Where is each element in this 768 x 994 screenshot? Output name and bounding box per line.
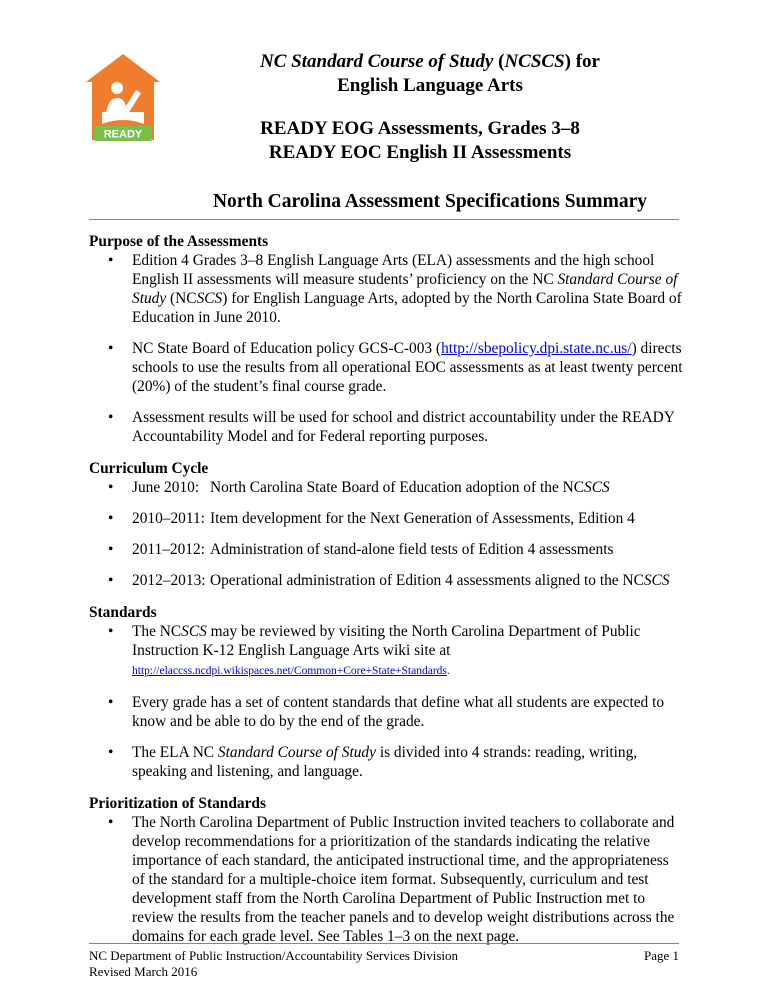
list-item: • 2011–2012: Administration of stand-alone field tests of Edition 4 assessments [89, 540, 684, 559]
wiki-link[interactable]: http://elaccss.ncdpi.wikispaces.net/Common+Core+State+Standards [132, 665, 447, 677]
list-item: • June 2010: North Carolina State Board of Education adoption of the NCSCS [89, 478, 684, 497]
title-eog: READY EOG Assessments, Grades 3–8 [260, 118, 580, 139]
sbepolicy-link[interactable]: http://sbepolicy.dpi.state.nc.us/ [441, 340, 632, 357]
title-eoc: READY EOC English II Assessments [268, 142, 572, 163]
footer-revised: Revised March 2016 [89, 964, 198, 979]
title-summary: North Carolina Assessment Specifications Summary [212, 191, 648, 212]
section-heading: Purpose of the Assessments [89, 233, 269, 250]
header-divider [89, 219, 679, 220]
page-number: Page 1 [643, 948, 679, 963]
list-item: • The NCSCS may be reviewed by visiting the North Carolina Department of Public Instruction K-12 English Language Arts wiki site at http://elaccss.ncdpi.wikispaces.net/Common+Core+State+Standards. [89, 622, 684, 681]
footer-department: NC Department of Public Instruction/Accountability Services Division [89, 948, 458, 963]
section-curriculum-cycle [89, 459, 684, 590]
list-item: • Edition 4 Grades 3–8 English Language Arts (ELA) assessments and the high school English II assessments will measure students’ proficiency on the NC Standard Course of Study (NCSCS) for English Language Arts, adopted by the North Carolina State Board of Education in June 2010. [89, 251, 684, 327]
ready-logo-text: READY [103, 128, 143, 141]
document-body [89, 232, 684, 959]
section-purpose [89, 232, 684, 446]
list-item: • Every grade has a set of content standards that define what all students are expected to know and be able to do by the end of the grade. [89, 693, 684, 731]
list-item: • 2010–2011: Item development for the Next Generation of Assessments, Edition 4 [89, 509, 684, 528]
list-item: • NC State Board of Education policy GCS-C-003 (http://sbepolicy.dpi.state.nc.us/) directs schools to use the results from all operational EOC assessments as at least twenty percent (20%) of the student’s final course grade. [89, 339, 684, 396]
page-footer [89, 948, 679, 980]
section-heading: Prioritization of Standards [89, 795, 266, 812]
list-item: • 2012–2013: Operational administration of Edition 4 assessments aligned to the NCSCS [89, 571, 684, 590]
list-item: • The North Carolina Department of Public Instruction invited teachers to collaborate and develop recommendations for a prioritization of the standards indicating the relative importance of each standard, the anticipated instructional time, and the appropriateness of the standard for a multiple-choice item format. Subsequently, curriculum and test development staff from the North Carolina Department of Public Instruction met to review the results from the teacher panels and to develop weight distributions across the domains for each grade level. See Tables 1–3 on the next page. [89, 813, 684, 946]
section-heading: Curriculum Cycle [89, 460, 209, 477]
title-ela: English Language Arts [337, 75, 523, 96]
list-item: • Assessment results will be used for school and district accountability under the READY Accountability Model and for Federal reporting purposes. [89, 408, 684, 446]
list-item: • The ELA NC Standard Course of Study is divided into 4 strands: reading, writing, speaking and listening, and language. [89, 743, 684, 781]
section-standards [89, 603, 684, 781]
section-heading: Standards [89, 604, 157, 621]
title-ncscs: NC Standard Course of Study (NCSCS) for English Language Arts [180, 50, 680, 98]
title-assessments [170, 117, 670, 165]
ready-logo [84, 52, 162, 148]
section-prioritization [89, 794, 684, 946]
footer-divider [89, 943, 679, 944]
